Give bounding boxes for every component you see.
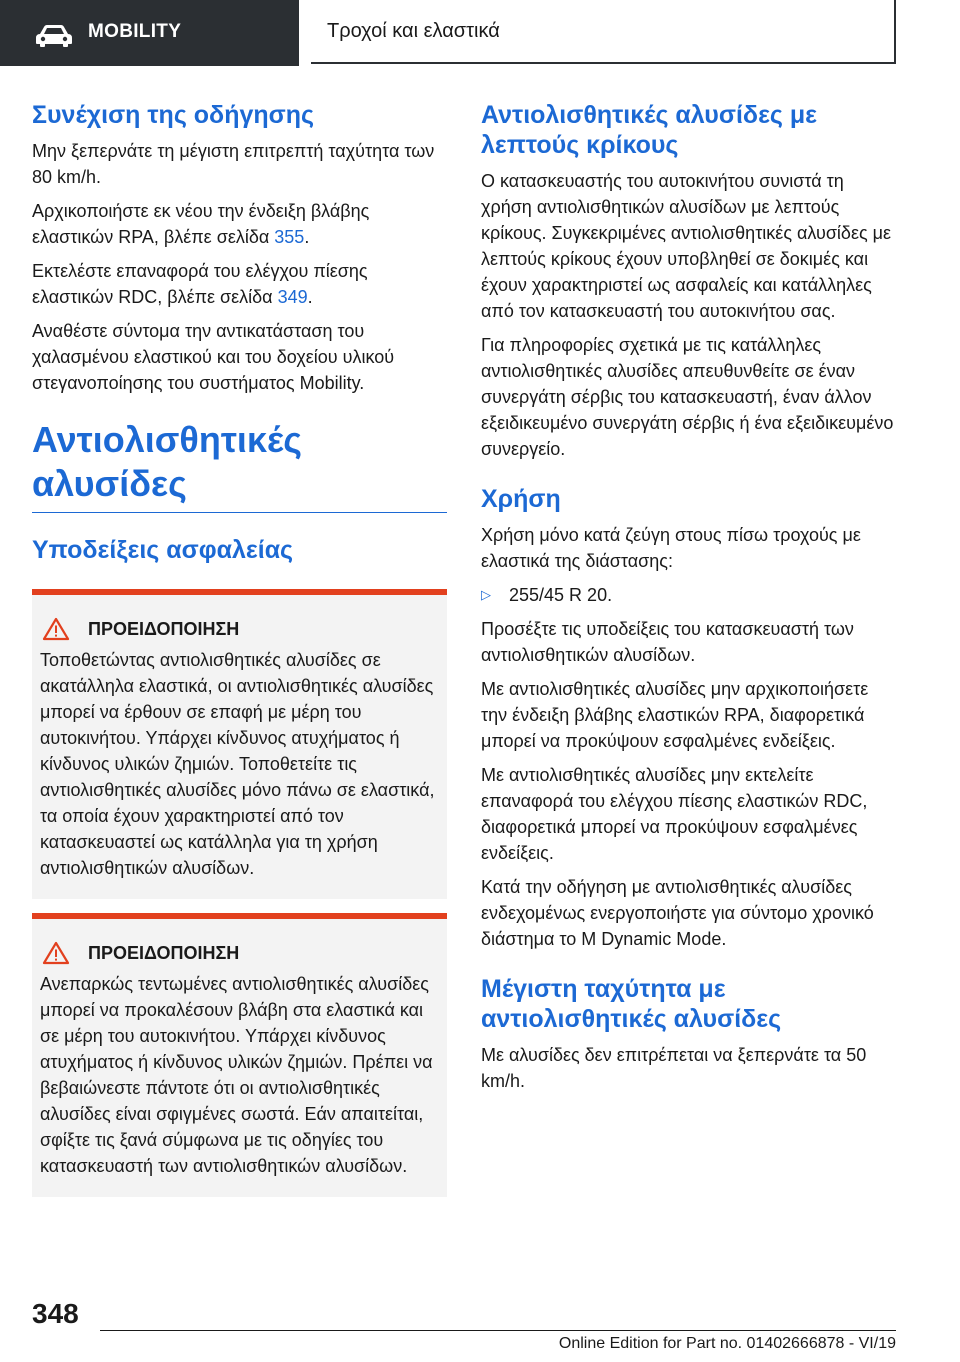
warning-header [40, 617, 435, 641]
car-icon [34, 24, 74, 48]
thin-chains-heading: Αντιολισθητικές αλυσίδες με λεπτούς κρίκους [481, 101, 818, 159]
warning-triangle-icon [42, 617, 70, 641]
header-brand-block [0, 0, 299, 66]
list-item-text: 255/45 R 20. [509, 585, 613, 605]
paragraph-end: . [307, 287, 313, 307]
paragraph-end: . [304, 227, 310, 247]
footer-edition: Online Edition for Part no. 01402666878 - VI/19 [558, 1335, 896, 1352]
warning-triangle-icon [42, 941, 70, 965]
page-header [0, 0, 960, 66]
header-section-title: Τροχοί και ελαστικά [327, 20, 500, 42]
warning-title: ΠΡΟΕΙΔΟΠΟΙΗΣΗ [88, 619, 240, 639]
paragraph: Με αλυσίδες δεν επιτρέπεται να ξεπερνάτε τα 50 km/h. [481, 1045, 867, 1091]
paragraph: Με αντιολισθητικές αλυσίδες μην εκτελείτε επαναφορά του ελέγχου πίεσης ελαστικών RDC, διαφορετικά μπορεί να προκύψουν εσφαλμένες ενδείξεις. [481, 765, 868, 863]
chapter-rule [32, 512, 447, 513]
paragraph: Προσέξτε τις υποδείξεις του κατασκευαστή των αντιολισθητικών αλυσίδων. [481, 619, 854, 665]
paragraph: Με αντιολισθητικές αλυσίδες μην αρχικοποιήσετε την ένδειξη βλάβης ελαστικών RPA, διαφορετικά μπορεί να προκύψουν εσφαλμένες ενδείξεις. [481, 679, 869, 751]
warning-text: Ανεπαρκώς τεντωμένες αντιολισθητικές αλυσίδες μπορεί να προκαλέσουν βλάβη στα ελαστικά και σε μέρη του αυτοκινήτου. Υπάρχει κίνδυνος ατυχήματος ή κίνδυνος υλικών ζημιών. Πρέπει να βεβαιώνεστε πάντοτε ότι οι αντιολισθητικές αλυσίδες είναι σφιγμένες σωστά. Εάν απαιτείται, σφίξτε τις ξανά σύμφωνα με τις οδηγίες του κατασκευαστή των αντιολισθητικών αλυσίδων. [40, 974, 433, 1176]
bullet-triangle-icon: ▷ [481, 587, 491, 602]
page-number: 348 [32, 1298, 79, 1329]
page-link-355[interactable]: 355 [274, 227, 305, 247]
header-section-box [311, 0, 896, 64]
paragraph: Χρήση μόνο κατά ζεύγη στους πίσω τροχούς με ελαστικά της διάστασης: [481, 525, 861, 571]
warning-box [32, 913, 447, 1197]
continue-driving-heading: Συνέχιση της οδήγησης [32, 101, 315, 129]
paragraph: Για πληροφορίες σχετικά με τις κατάλληλες αντιολισθητικές αλυσίδες απευθυνθείτε σε έναν συνεργάτη σέρβις του κατασκευαστή, έναν άλλον εξειδικευμένο συνεργάτη σέρβις ή ένα εξειδικευμένο συνεργείο. [481, 335, 894, 459]
right-column [481, 100, 896, 1102]
paragraph: Αναθέστε σύντομα την αντικατάσταση του χαλασμένου ελαστικού και του δοχείου υλικού στεγανοποίησης του συστήματος Mobility. [32, 321, 395, 393]
warning-title: ΠΡΟΕΙΔΟΠΟΙΗΣΗ [88, 943, 240, 963]
left-column [32, 100, 447, 1197]
warning-header [40, 941, 435, 965]
safety-heading: Υποδείξεις ασφαλείας [32, 536, 294, 564]
use-heading: Χρήση [481, 485, 561, 513]
paragraph: Ο κατασκευαστής του αυτοκινήτου συνιστά τη χρήση αντιολισθητικών αλυσίδων με λεπτούς κρίκους. Συγκεκριμένες αντιολισθητικές αλυσίδες με λεπτούς κρίκους έχουν υποβληθεί σε δοκιμές και έχουν χαρακτηριστεί ως ασφαλείς και κατάλληλες από τον κατασκευαστή του αυτοκινήτου σας. [481, 171, 892, 321]
paragraph-text: Αρχικοποιήστε εκ νέου την ένδειξη βλάβης ελαστικών RPA, βλέπε σελίδα [32, 201, 370, 247]
paragraph [32, 258, 447, 310]
paragraph: Κατά την οδήγηση με αντιολισθητικές αλυσίδες ενδεχομένως ενεργοποιήστε για σύντομο χρονικό διάστημα το M Dynamic Mode. [481, 877, 874, 949]
list-item [481, 582, 896, 608]
chapter-title-block [32, 418, 447, 513]
max-speed-heading: Μέγιστη ταχύτητα με αντιολισθητικές αλυσίδες [481, 975, 782, 1033]
header-brand: MOBILITY [88, 21, 182, 42]
paragraph: Μην ξεπερνάτε τη μέγιστη επιτρεπτή ταχύτητα των 80 km/h. [32, 141, 435, 187]
footer-rule [100, 1330, 896, 1331]
chapter-title: Αντιολισθητικές αλυσίδες [32, 419, 302, 504]
warning-box [32, 589, 447, 899]
warning-text: Τοποθετώντας αντιολισθητικές αλυσίδες σε ακατάλληλα ελαστικά, οι αντιολισθητικές αλυσίδες μπορεί να έρθουν σε επαφή με μέρη του αυτοκινήτου. Υπάρχει κίνδυνος ατυχήματος ή κίνδυνος υλικών ζημιών. Τοποθετείτε τις αντιολισθητικές αλυσίδες μόνο πάνω σε ελαστικά, τα οποία έχουν χαρακτηριστεί από τον κατασκευαστεί ως κατάλληλα για τη χρήση αντιολισθητικών αλυσίδων. [40, 650, 435, 878]
page-link-349[interactable]: 349 [277, 287, 308, 307]
paragraph [32, 198, 447, 250]
paragraph-text: Εκτελέστε επαναφορά του ελέγχου πίεσης ελαστικών RDC, βλέπε σελίδα [32, 261, 368, 307]
